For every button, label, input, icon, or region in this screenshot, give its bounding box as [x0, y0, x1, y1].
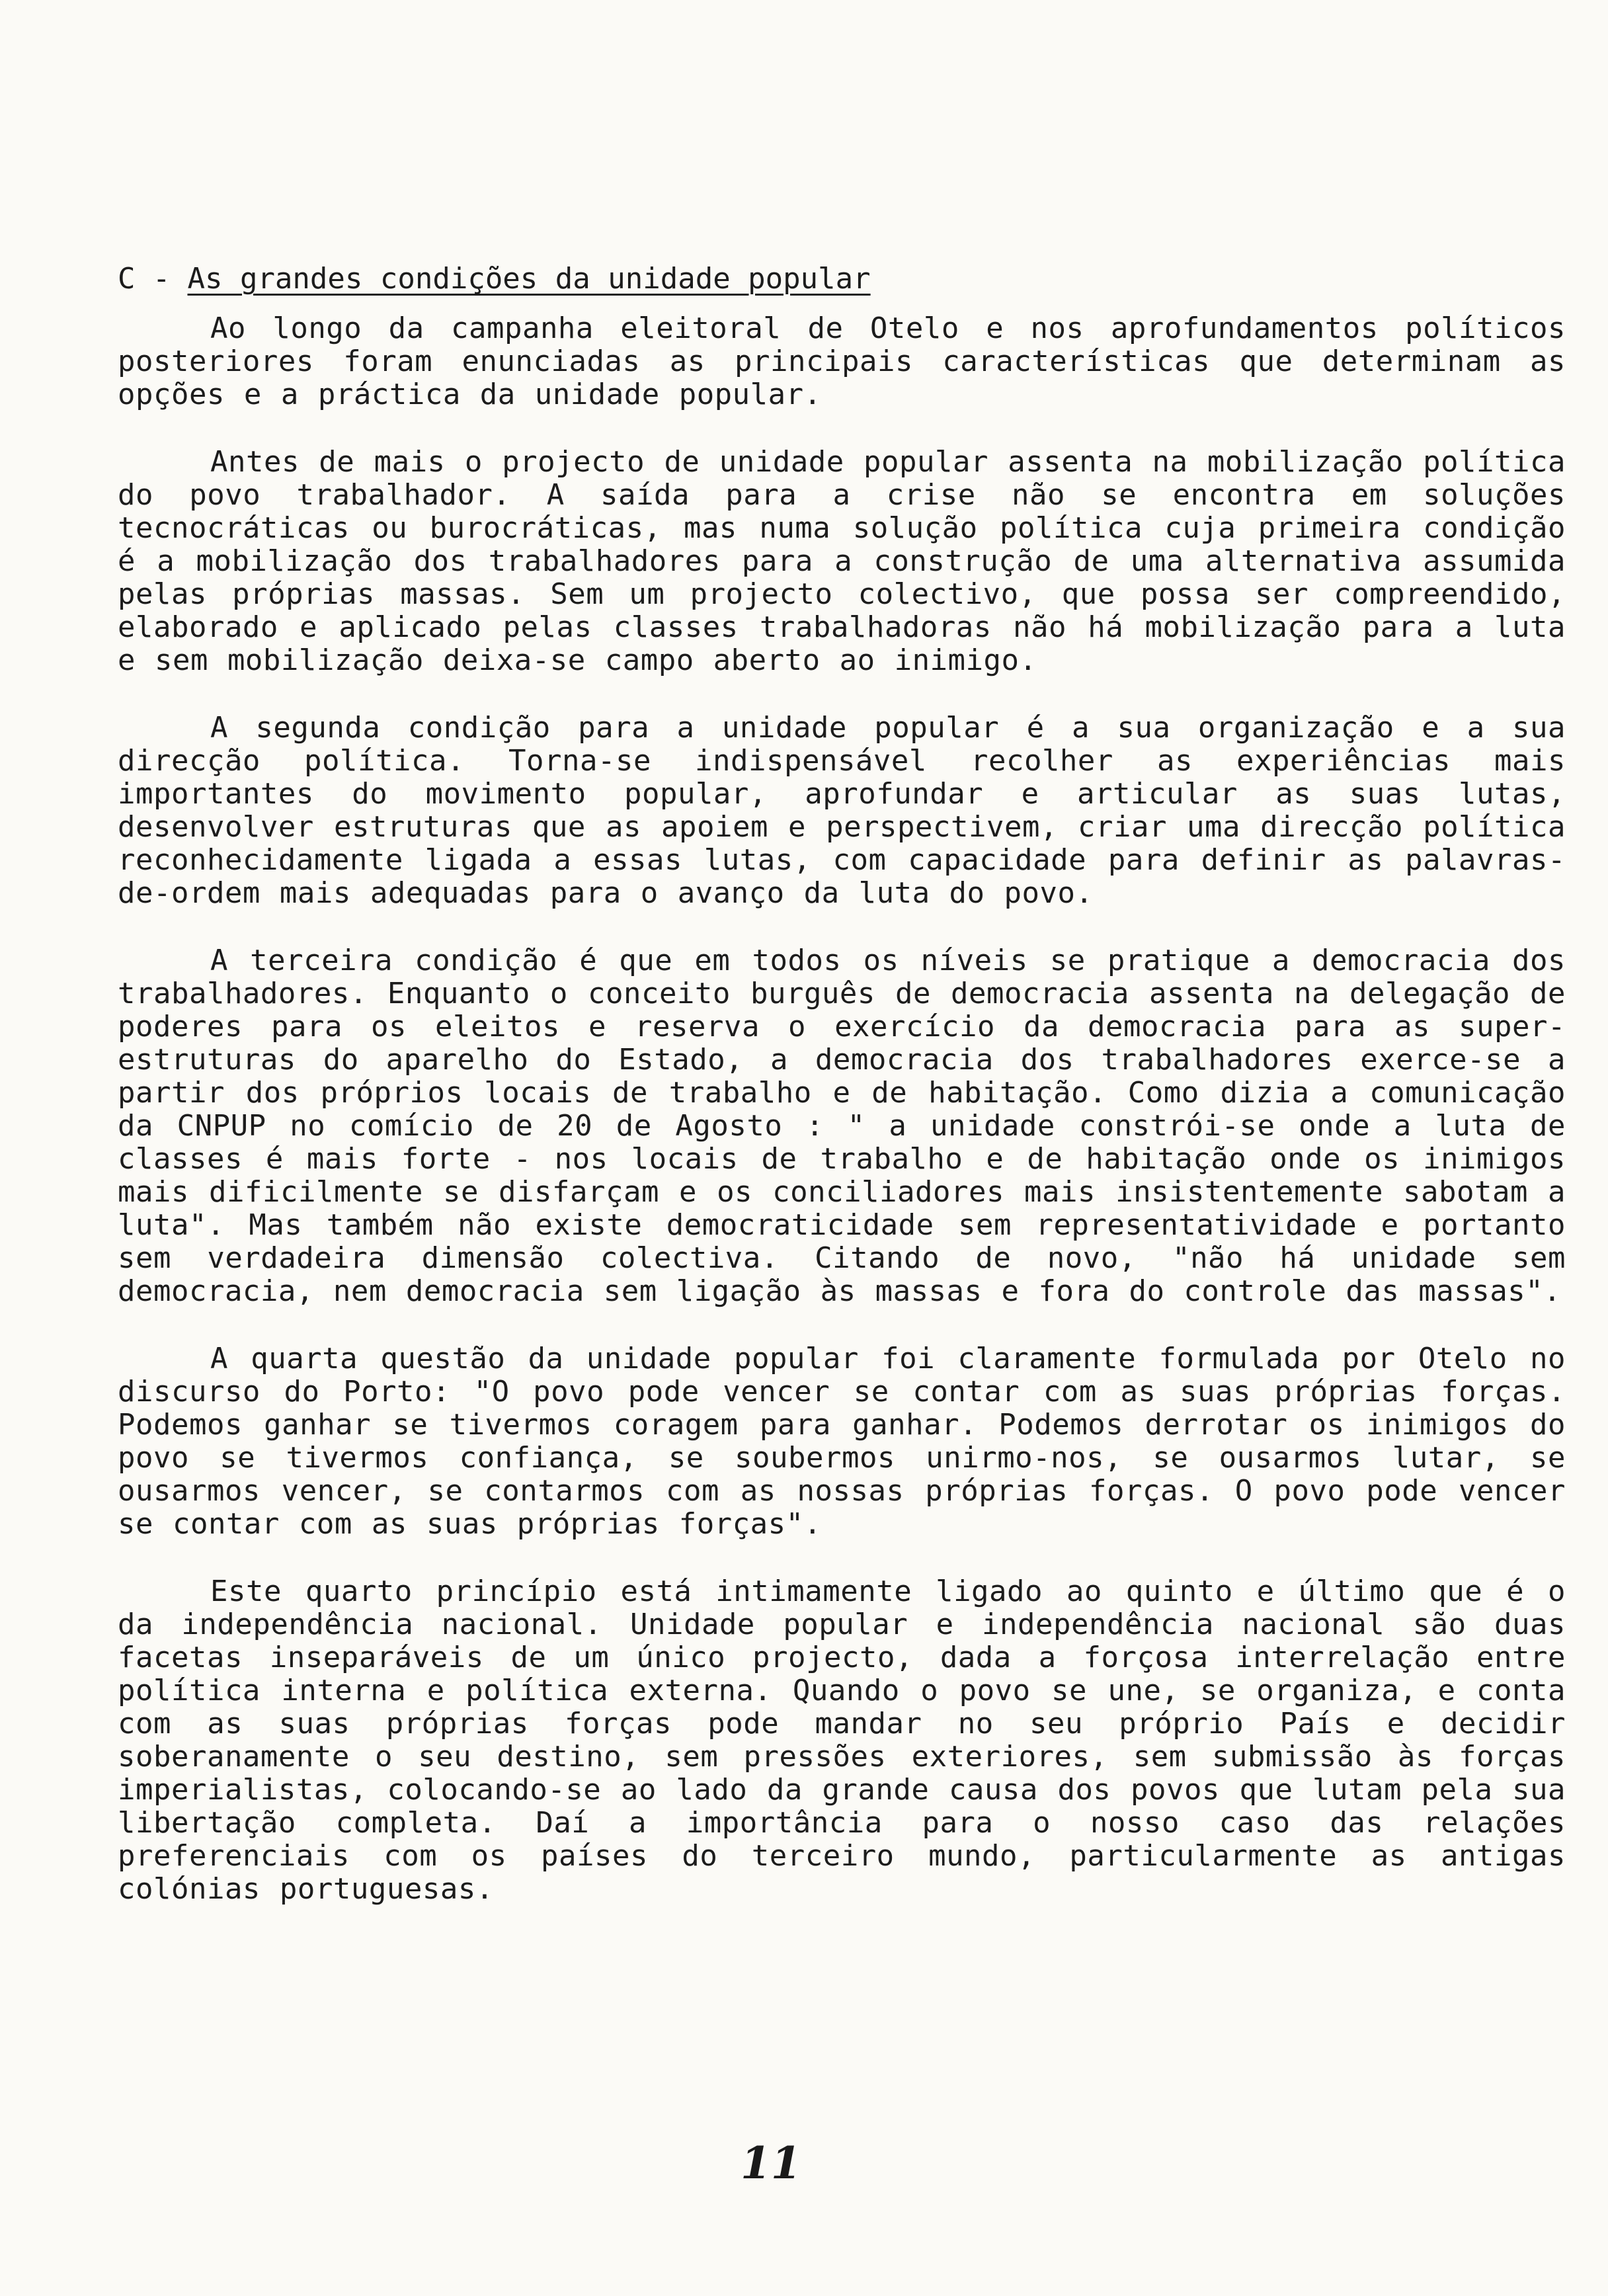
document-body — [118, 259, 1566, 1940]
paragraph-1: Ao longo da campanha eleitoral de Otelo e nos aprofundamentos políticos posteriores foram enunciadas as principais características que determinam as opções e a práctica da unidade popular. — [118, 311, 1566, 411]
section-title: As grandes condições da unidade popular — [187, 262, 871, 296]
paragraph-5: A quarta questão da unidade popular foi claramente formulada por Otelo no discurso do Porto: "O povo pode vencer se contar com as suas próprias forças. Podemos ganhar se tivermos coragem para ganhar. Podemos derrotar os inimigos do povo se tivermos confiança, se soubermos unirmo-nos, se ousarmos lutar, se ousarmos vencer, se contarmos com as nossas próprias forças. O povo pode vencer se contar com as suas próprias forças". — [118, 1342, 1566, 1541]
section-letter: C - — [118, 262, 171, 296]
paragraph-2: Antes de mais o projecto de unidade popular assenta na mobilização política do povo trabalhador. A saída para a crise não se encontra em soluções tecnocráticas ou burocráticas, mas numa solução política cuja primeira condição é a mobilização dos trabalhadores para a construção de uma alternativa assumida pelas próprias massas. Sem um projecto colectivo, que possa ser compreendido, elaborado e aplicado pelas classes trabalhadoras não há mobilização para a luta e sem mobilização deixa-se campo aberto ao inimigo. — [118, 445, 1566, 677]
page-number: 11 — [741, 2137, 801, 2189]
paragraph-3: A segunda condição para a unidade popular é a sua organização e a sua direcção política. Torna-se indispensável recolher as experiências mais importantes do movimento popular, aprofundar e articular as suas lutas, desenvolver estruturas que as apoiem e perspectivem, criar uma direcção política reconhecidamente ligada a essas lutas, com capacidade para definir as palavras-de-ordem mais adequadas para o avanço da luta do povo. — [118, 711, 1566, 910]
paragraph-4: A terceira condição é que em todos os níveis se pratique a democracia dos trabalhadores. Enquanto o conceito burguês de democracia assenta na delegação de poderes para os eleitos e reserva o exercício da democracia para as super-estruturas do aparelho do Estado, a democracia dos trabalhadores exerce-se a partir dos próprios locais de trabalho e de habitação. Como dizia a comunicação da CNPUP no comício de 20 de Agosto : " a unidade constrói-se onde a luta de classes é mais forte - nos locais de trabalho e de habitação onde os inimigos mais dificilmente se disfarçam e os conciliadores mais insistentemente sabotam a luta". Mas também não existe democraticidade sem representatividade e portanto sem verdadeira dimensão colectiva. Citando de novo, "não há unidade sem democracia, nem democracia sem ligação às massas e fora do controle das massas". — [118, 944, 1566, 1308]
paragraph-6: Este quarto princípio está intimamente ligado ao quinto e último que é o da independência nacional. Unidade popular e independência nacional são duas facetas inseparáveis de um único projecto, dada a forçosa interrelação entre política interna e política externa. Quando o povo se une, se organiza, e conta com as suas próprias forças pode mandar no seu próprio País e decidir soberanamente o seu destino, sem pressões exteriores, sem submissão às forças imperialistas, colocando-se ao lado da grande causa dos povos que lutam pela sua libertação completa. Daí a importância para o nosso caso das relações preferenciais com os países do terceiro mundo, particularmente as antigas colónias portuguesas. — [118, 1575, 1566, 1906]
section-heading — [118, 259, 1566, 299]
